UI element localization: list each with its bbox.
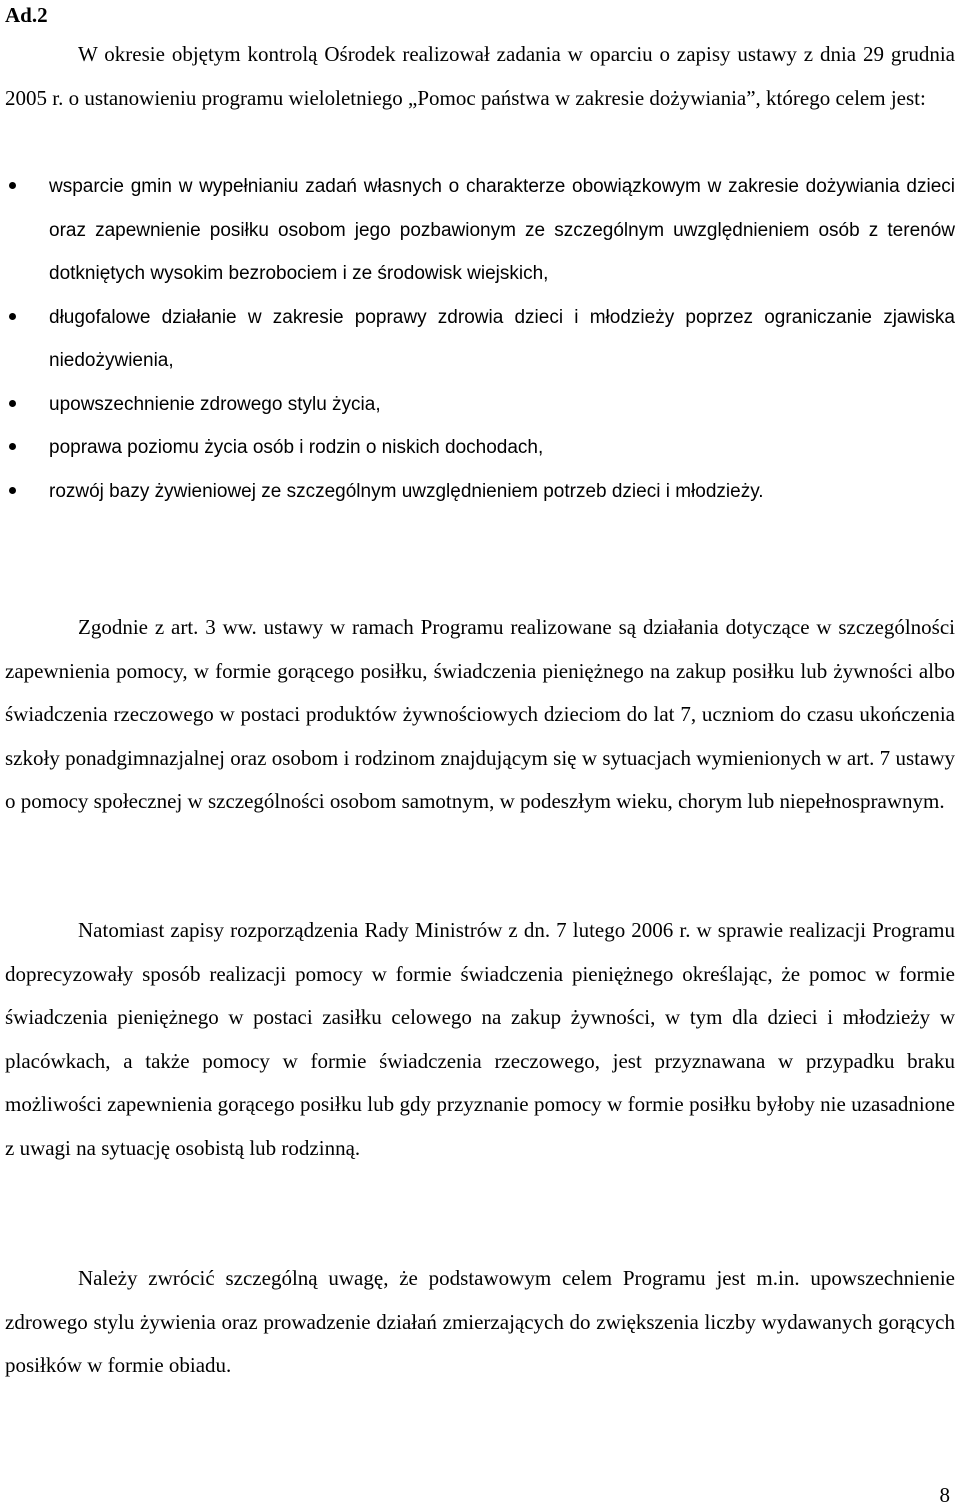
bullet-icon: [9, 487, 16, 494]
list-item-text: upowszechnienie zdrowego stylu życia,: [49, 393, 381, 415]
list-item: [5, 383, 955, 427]
list-item-text: wsparcie gmin w wypełnianiu zadań własnych o charakterze obowiązkowym w zakresie dożywiania dzieci oraz zapewnienie posiłku osobom jego pozbawionym ze szczególnym uwzględnieniem osób z terenów dotkniętych wysokim bezrobociem i ze środowisk wiejskich,: [49, 176, 955, 284]
goals-list: [5, 165, 955, 513]
list-item: [5, 470, 955, 514]
bullet-icon: [9, 182, 16, 189]
paragraph-natomiast: Natomiast zapisy rozporządzenia Rady Ministrów z dn. 7 lutego 2006 r. w sprawie realizacji Programu doprecyzowały sposób realizacji pomocy w formie świadczenia pieniężnego określając, że pomoc w formie świadczenia pieniężnego w postaci zasiłku celowego na zakup żywności, w tym dla dzieci i młodzieży w placówkach, a także pomocy w formie świadczenia rzeczowego, jest przyznawana w przypadku braku możliwości zapewnienia gorącego posiłku lub gdy przyznanie pomocy w formie posiłku byłoby nie uzasadnione z uwagi na sytuację osobistą lub rodzinną.: [5, 918, 955, 1160]
paragraph-zgodnie: Zgodnie z art. 3 ww. ustawy w ramach Programu realizowane są działania dotyczące w szczególności zapewnienia pomocy, w formie gorącego posiłku, świadczenia pieniężnego na zakup posiłku lub żywności albo świadczenia rzeczowego w postaci produktów żywnościowych dzieciom do lat 7, uczniom do czasu ukończenia szkoły ponadgimnazjalnej oraz osobom i rodzinom znajdującym się w sytuacjach wymienionych w art. 7 ustawy o pomocy społecznej w szczególności osobom samotnym, w podeszłym wieku, chorym lub niepełnosprawnym.: [5, 615, 955, 813]
list-item: [5, 426, 955, 470]
paragraph-nalezy: Należy zwrócić szczególną uwagę, że podstawowym celem Programu jest m.in. upowszechnienie zdrowego stylu żywienia oraz prowadzenie działań zmierzających do zwiększenia liczby wydawanych gorących posiłków w formie obiadu.: [5, 1266, 955, 1377]
bullet-icon: [9, 443, 16, 450]
list-item: [5, 165, 955, 296]
intro-paragraph: W okresie objętym kontrolą Ośrodek realizował zadania w oparciu o zapisy ustawy z dnia 29 grudnia 2005 r. o ustanowieniu programu wieloletniego „Pomoc państwa w zakresie dożywiania”, którego celem jest:: [5, 42, 955, 110]
list-item: [5, 296, 955, 383]
list-item-text: rozwój bazy żywieniowej ze szczególnym uwzględnieniem potrzeb dzieci i młodzieży.: [49, 480, 764, 502]
bullet-icon: [9, 313, 16, 320]
list-item-text: poprawa poziomu życia osób i rodzin o niskich dochodach,: [49, 437, 544, 458]
bullet-icon: [9, 400, 16, 407]
page-number: 8: [939, 1483, 950, 1507]
document-page: [5, 0, 955, 1509]
section-heading: Ad.2: [5, 3, 48, 27]
list-item-text: długofalowe działanie w zakresie poprawy zdrowia dzieci i młodzieży poprzez ograniczanie zjawiska niedożywienia,: [49, 306, 955, 371]
